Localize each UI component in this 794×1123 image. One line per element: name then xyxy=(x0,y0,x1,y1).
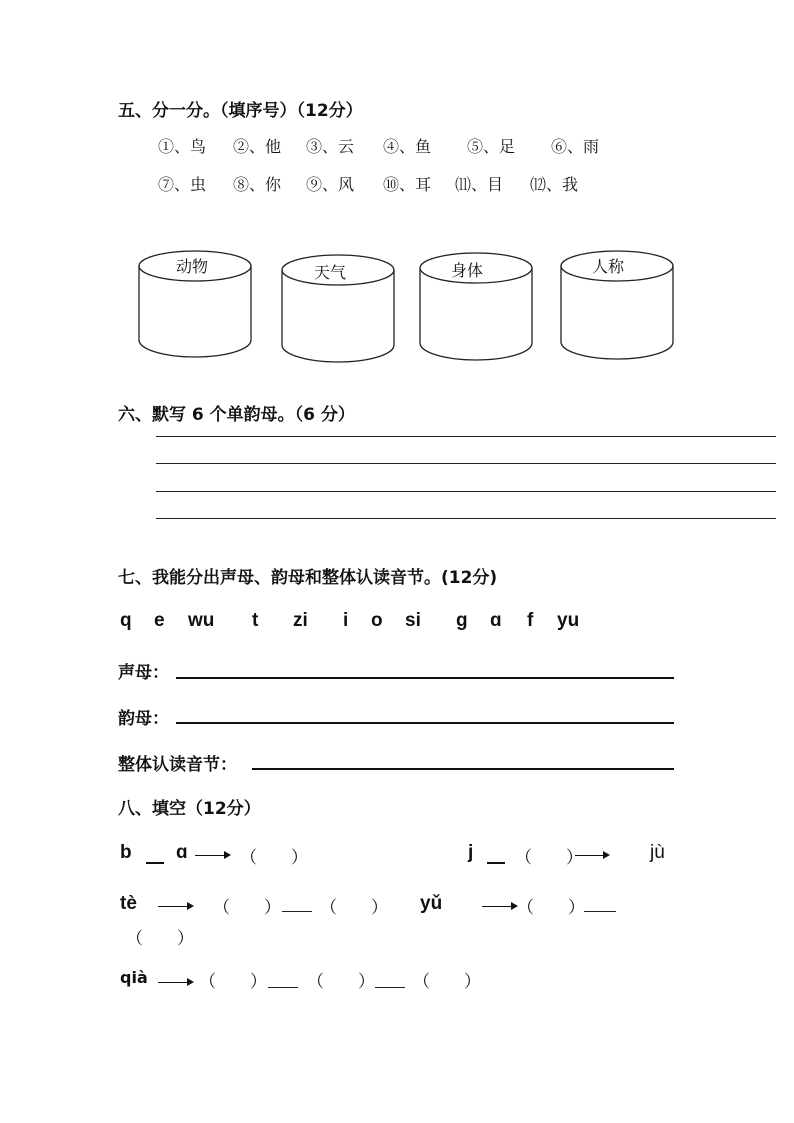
r3-paren-1[interactable]: （ ） xyxy=(199,972,267,992)
section8-title: 八、填空（12分） xyxy=(118,799,261,819)
r1-paren-1[interactable]: （ ） xyxy=(240,848,308,868)
writing-line-3[interactable] xyxy=(156,491,776,492)
r1-paren-2[interactable]: （ ） xyxy=(515,848,583,868)
yunmu-label: 韵母： xyxy=(118,709,169,729)
jar-body-body xyxy=(420,268,532,360)
arrow-icon xyxy=(158,906,192,907)
jar-label-person: 人称 xyxy=(592,257,625,276)
jar-weather-body xyxy=(282,270,394,362)
shengmu-label: 声母： xyxy=(118,663,169,683)
r1-blank-1[interactable] xyxy=(146,862,164,864)
jar-label-animal: 动物 xyxy=(176,257,209,276)
letter-t: t xyxy=(252,610,259,631)
r3-paren-3[interactable]: （ ） xyxy=(413,972,481,992)
section5-title: 五、分一分。（填序号）（12分） xyxy=(118,101,363,121)
option-7: ⑦、虫 xyxy=(158,175,207,194)
option-10: ⑩、耳 xyxy=(383,175,432,194)
jar-person-body xyxy=(561,266,673,359)
zhengti-label: 整体认读音节： xyxy=(118,755,237,775)
section7-title: 七、我能分出声母、韵母和整体认读音节。(12分) xyxy=(118,568,498,588)
option-9: ⑨、风 xyxy=(306,175,355,194)
r3-blank-1[interactable] xyxy=(268,987,298,988)
arrow-icon xyxy=(195,855,229,856)
jar-label-body: 身体 xyxy=(451,261,484,280)
r1-a: ɑ xyxy=(176,842,188,863)
r2-blank-1[interactable] xyxy=(282,911,312,912)
r2-paren-2[interactable]: （ ） xyxy=(320,898,388,918)
option-8: ⑧、你 xyxy=(233,175,282,194)
jar-label-weather: 天气 xyxy=(314,263,347,282)
r3-blank-2[interactable] xyxy=(375,987,405,988)
letter-si: si xyxy=(405,610,421,631)
r1-b: b xyxy=(120,842,132,863)
option-1: ①、鸟 xyxy=(158,137,207,156)
r2-paren-1[interactable]: （ ） xyxy=(213,898,281,918)
shengmu-answer-line[interactable] xyxy=(176,677,674,679)
letter-f: f xyxy=(527,610,534,631)
writing-line-1[interactable] xyxy=(156,436,776,437)
r2-blank-2[interactable] xyxy=(584,911,616,912)
r1-j: j xyxy=(468,842,474,863)
option-12: ⑿、我 xyxy=(530,175,579,194)
arrow-icon xyxy=(158,982,192,983)
letter-zi: zi xyxy=(293,610,308,631)
letter-o: o xyxy=(371,610,383,631)
letter-g: ɡ xyxy=(456,610,468,631)
option-3: ③、云 xyxy=(306,137,355,156)
letter-a: ɑ xyxy=(490,610,502,631)
r3-qia: qià xyxy=(120,968,148,987)
option-2: ②、他 xyxy=(233,137,282,156)
writing-line-2[interactable] xyxy=(156,463,776,464)
r2-paren-3[interactable]: （ ） xyxy=(517,898,585,918)
section6-title: 六、默写 6 个单韵母。（6 分） xyxy=(118,405,355,425)
letter-yu: yu xyxy=(557,610,580,631)
option-11: ⑾、目 xyxy=(455,175,504,194)
letter-wu: wu xyxy=(188,610,215,631)
option-4: ④、鱼 xyxy=(383,137,432,156)
letter-q: q xyxy=(120,610,132,631)
jar-animal-body xyxy=(139,266,251,357)
letter-i: i xyxy=(343,610,349,631)
r1-ju: jù xyxy=(650,842,665,863)
yunmu-answer-line[interactable] xyxy=(176,722,674,724)
letter-e: e xyxy=(154,610,165,631)
r2-te: tè xyxy=(120,893,137,914)
zhengti-answer-line[interactable] xyxy=(252,768,674,770)
arrow-icon xyxy=(482,906,516,907)
r2-yu: yǔ xyxy=(420,893,443,914)
jars-drawing xyxy=(0,0,794,380)
r1-blank-2[interactable] xyxy=(487,862,505,864)
r2-paren-4[interactable]: （ ） xyxy=(126,929,194,949)
option-5: ⑤、足 xyxy=(467,137,516,156)
writing-line-4[interactable] xyxy=(156,518,776,519)
r3-paren-2[interactable]: （ ） xyxy=(307,972,375,992)
option-6: ⑥、雨 xyxy=(551,137,600,156)
arrow-icon xyxy=(575,855,608,856)
